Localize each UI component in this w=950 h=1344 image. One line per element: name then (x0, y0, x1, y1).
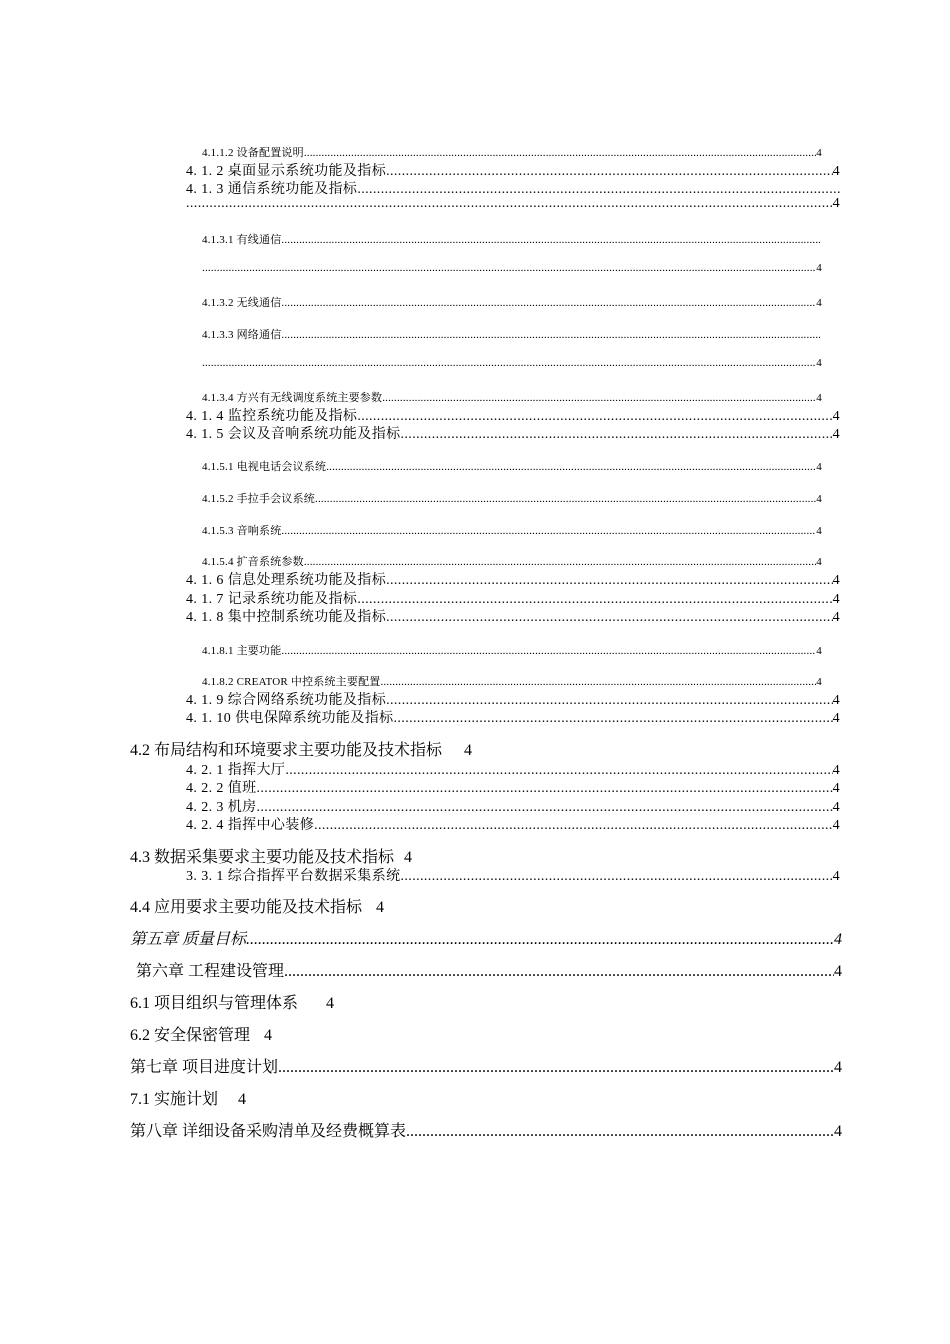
toc-entry-page: 4 (404, 849, 413, 866)
toc-entry-title: 6.2 安全保密管理 (130, 1027, 251, 1044)
toc-entry-title: 4. 2. 4 指挥中心装修 (186, 818, 315, 833)
toc-entry-continuation[interactable] (186, 196, 840, 212)
toc-entry-page: 4 (816, 147, 822, 159)
toc-entry-title: 4.1.1.2 设备配置说明 (202, 147, 304, 159)
toc-entry[interactable] (186, 569, 840, 589)
toc-entry[interactable] (202, 294, 822, 310)
toc-leader (401, 427, 833, 443)
toc-entry-title: 4. 1. 7 记录系统功能及指标 (186, 592, 358, 607)
toc-entry-title: 3. 3. 1 综合指挥平台数据采集系统 (186, 869, 401, 884)
toc-entry-page: 4 (832, 610, 840, 625)
toc-leader (281, 525, 816, 537)
toc-entry-page: 4 (832, 711, 840, 726)
toc-entry[interactable] (202, 522, 822, 538)
toc-entry[interactable] (202, 144, 822, 160)
toc-leader (186, 196, 833, 212)
toc-leader (401, 869, 833, 885)
toc-entry-title: 4. 2. 1 指挥大厅 (186, 763, 286, 778)
toc-leader (284, 963, 834, 981)
toc-entry-page: 4 (264, 1027, 273, 1044)
toc-entry[interactable] (202, 553, 822, 569)
toc-leader (281, 645, 816, 657)
toc-leader (382, 392, 816, 404)
toc-entry-page: 4 (834, 1123, 842, 1140)
toc-entry-page: 4 (816, 262, 822, 274)
toc-entry-continuation[interactable] (202, 262, 822, 274)
toc-entry[interactable] (186, 423, 840, 443)
toc-entry[interactable] (202, 642, 822, 658)
toc-entry[interactable] (130, 1054, 842, 1077)
toc-leader (304, 556, 816, 568)
toc-entry[interactable] (186, 606, 840, 626)
toc-entry-title: 4.1.5.1 电视电话会议系统 (202, 461, 327, 473)
toc-entry[interactable] (186, 588, 840, 608)
toc-entry-title: 7.1 实施计划 (130, 1091, 219, 1108)
toc-entry[interactable] (186, 796, 840, 816)
toc-entry-title: 4.4 应用要求主要功能及技术指标 (130, 899, 363, 916)
toc-entry-title: 4. 1. 8 集中控制系统功能及指标 (186, 610, 387, 625)
toc-entry-title: 第七章 项目进度计划 (130, 1059, 279, 1076)
toc-entry-page: 4 (832, 592, 840, 607)
toc-leader (202, 357, 816, 369)
toc-entry-page: 4 (816, 525, 822, 537)
toc-entry-title: 4. 1. 6 信息处理系统功能及指标 (186, 573, 387, 588)
toc-entry-page: 4 (832, 781, 840, 796)
toc-entry-title: 4.1.3.1 有线通信 (202, 234, 282, 246)
toc-entry-page: 4 (832, 164, 840, 179)
toc-entry-page: 4 (816, 392, 822, 404)
toc-leader (257, 781, 833, 797)
toc-entry[interactable] (202, 490, 822, 506)
toc-leader (380, 676, 816, 688)
toc-entry-title: 4.3 数据采集要求主要功能及技术指标 (130, 849, 395, 866)
toc-entry[interactable] (186, 865, 840, 885)
toc-leader (281, 297, 816, 309)
toc-entry-title: 4. 2. 3 机房 (186, 800, 257, 815)
toc-entry-page: 4 (834, 963, 842, 980)
toc-entry-title: 4.2 布局结构和环境要求主要功能及技术指标 (130, 742, 443, 759)
toc-entry-title: 第五章 质量目标 (130, 931, 247, 948)
toc-entry-page: 4 (464, 742, 473, 759)
toc-entry-continuation[interactable] (202, 357, 822, 369)
toc-leader (281, 234, 820, 246)
toc-entry-title: 4.1.3.2 无线通信 (202, 297, 282, 309)
toc-entry-page: 4 (832, 763, 840, 778)
toc-entry-title: 4.1.8.1 主要功能 (202, 645, 282, 657)
toc-leader (315, 493, 816, 505)
toc-entry[interactable] (186, 178, 840, 198)
toc-entry-page: 4 (816, 461, 822, 473)
toc-entry-title: 4.1.3.4 方兴有无线调度系统主要参数 (202, 392, 383, 404)
toc-leader (281, 329, 820, 341)
toc-entry-page: 4 (816, 556, 822, 568)
toc-entry-page: 4 (832, 800, 840, 815)
toc-entry-title: 4.1.8.2 CREATOR 中控系统主要配置 (202, 676, 381, 688)
toc-entry-page: 4 (816, 297, 822, 309)
toc-leader (246, 931, 834, 949)
toc-entry-page: 4 (832, 818, 840, 833)
toc-entry-title: 4. 1. 2 桌面显示系统功能及指标 (186, 164, 387, 179)
toc-leader (406, 1123, 834, 1141)
toc-entry-page: 4 (832, 869, 840, 884)
toc-entry[interactable] (202, 673, 822, 689)
toc-entry[interactable] (130, 1118, 842, 1141)
toc-entry[interactable] (130, 737, 472, 760)
toc-entry[interactable] (130, 1022, 272, 1045)
toc-leader (326, 461, 816, 473)
toc-entry[interactable] (130, 1086, 246, 1109)
toc-entry[interactable] (186, 689, 840, 709)
toc-leader (386, 573, 832, 589)
toc-leader (278, 1059, 834, 1077)
toc-entry[interactable] (186, 405, 840, 425)
toc-entry-title: 4. 1. 9 综合网络系统功能及指标 (186, 693, 387, 708)
toc-entry-page: 4 (816, 357, 822, 369)
toc-entry[interactable] (130, 844, 412, 867)
toc-entry-title: 4.1.5.4 扩音系统参数 (202, 556, 304, 568)
toc-entry-title: 4. 1. 4 监控系统功能及指标 (186, 409, 358, 424)
toc-entry-page: 4 (376, 899, 385, 916)
toc-leader (202, 262, 816, 274)
toc-entry-page: 4 (832, 573, 840, 588)
toc-entry-title: 4.1.3.3 网络通信 (202, 329, 282, 341)
toc-entry-page: 4 (832, 427, 840, 442)
toc-entry-page: 4 (832, 409, 840, 424)
toc-entry[interactable] (202, 389, 822, 405)
toc-entry-title: 4. 2. 2 值班 (186, 781, 257, 796)
toc-leader (386, 610, 832, 626)
toc-entry-title: 4. 1. 10 供电保障系统功能及指标 (186, 711, 394, 726)
toc-entry[interactable] (202, 326, 820, 342)
toc-entry[interactable] (202, 458, 822, 474)
toc-entry-page: 4 (832, 693, 840, 708)
toc-entry-page: 4 (816, 493, 822, 505)
toc-entry[interactable] (136, 958, 842, 981)
toc-entry-title: 6.1 项目组织与管理体系 (130, 995, 299, 1012)
toc-entry-page: 4 (326, 995, 335, 1012)
toc-entry[interactable] (202, 231, 820, 247)
toc-entry-page: 4 (834, 931, 842, 948)
toc-leader (314, 818, 832, 834)
toc-entry[interactable] (186, 160, 840, 180)
toc-entry-page: 4 (816, 645, 822, 657)
toc-leader (394, 711, 833, 727)
toc-entry-page: 4 (816, 676, 822, 688)
toc-entry[interactable] (186, 777, 840, 797)
toc-entry[interactable] (186, 759, 840, 779)
toc-entry[interactable] (186, 707, 840, 727)
toc-entry-title: 4.1.5.3 音响系统 (202, 525, 282, 537)
toc-leader (304, 147, 816, 159)
toc-entry-title: 4. 1. 3 通信系统功能及指标 (186, 182, 358, 197)
toc-entry[interactable] (130, 926, 842, 949)
toc-entry-title: 4.1.5.2 手拉手会议系统 (202, 493, 315, 505)
toc-entry-title: 4. 1. 5 会议及音响系统功能及指标 (186, 427, 401, 442)
toc-entry-title: 第六章 工程建设管理 (136, 963, 285, 980)
toc-entry-page: 4 (238, 1091, 247, 1108)
toc-entry-page: 4 (832, 196, 840, 211)
toc-entry[interactable] (186, 814, 840, 834)
toc-entry[interactable] (130, 894, 384, 917)
toc-entry-title: 第八章 详细设备采购清单及经费概算表 (130, 1123, 407, 1140)
toc-entry[interactable] (130, 990, 334, 1013)
toc-entry-page: 4 (834, 1059, 842, 1076)
